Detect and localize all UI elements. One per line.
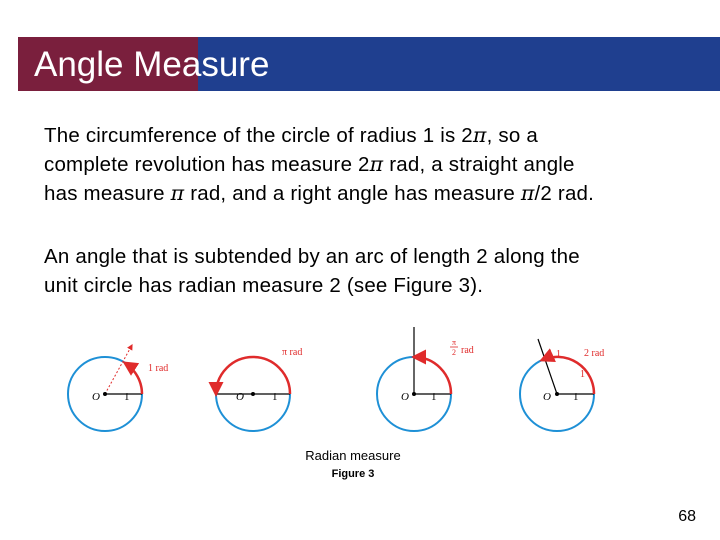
text-segment: has measure <box>44 182 171 205</box>
arc <box>216 357 290 394</box>
arc-piece-label: 1 <box>580 369 585 380</box>
origin-label: O <box>543 391 551 403</box>
arc-label: 1 rad <box>148 363 169 374</box>
terminal-ray <box>538 339 557 394</box>
figure-caption: Radian measure <box>305 448 401 463</box>
origin-point <box>103 392 107 396</box>
origin-point <box>555 392 559 396</box>
page-number: 68 <box>678 508 696 525</box>
radius-label: 1 <box>431 391 437 403</box>
origin-label: O <box>236 391 244 403</box>
arc-label-denominator: 2 <box>452 348 456 357</box>
arc-label: 2 rad <box>584 348 605 359</box>
radius-label: 1 <box>272 391 278 403</box>
figure-half-pi-radians <box>377 327 474 431</box>
terminal-ray <box>105 345 132 394</box>
arc <box>542 357 594 394</box>
radius-label: 1 <box>573 391 579 403</box>
arc <box>125 363 142 394</box>
origin-point <box>251 392 255 396</box>
text-segment: rad, a straight angle <box>383 153 575 176</box>
paragraph-line: An angle that is subtended by an arc of length 2 along the <box>44 245 580 268</box>
pi-symbol: π <box>369 152 384 176</box>
text-segment: The circumference of the circle of radius 1 is 2 <box>44 124 473 147</box>
arc <box>414 357 451 394</box>
text-segment: , so a <box>486 124 538 147</box>
pi-symbol: π <box>472 123 487 147</box>
figure-label: Figure 3 <box>331 468 375 480</box>
figure-pi-radians <box>216 347 302 431</box>
radius-label: 1 <box>124 391 130 403</box>
figure-two-radians <box>520 339 604 431</box>
pi-symbol: π <box>520 181 535 205</box>
origin-point <box>412 392 416 396</box>
paragraph-line: unit circle has radian measure 2 (see Figure 3). <box>44 274 484 297</box>
origin-label: O <box>92 391 100 403</box>
text-segment: complete revolution has measure 2 <box>44 153 370 176</box>
figure-one-radian <box>68 345 168 431</box>
arc-label-numerator: π <box>452 338 457 347</box>
slide-title: Angle Measure <box>34 45 270 84</box>
text-segment: rad, and a right angle has measure <box>184 182 521 205</box>
arc-label-unit: rad <box>461 345 474 356</box>
origin-label: O <box>401 391 409 403</box>
pi-symbol: π <box>170 181 185 205</box>
text-segment: /2 rad. <box>534 182 595 205</box>
arc-piece-label: 1 <box>556 349 561 360</box>
arc-label: π rad <box>282 347 303 358</box>
